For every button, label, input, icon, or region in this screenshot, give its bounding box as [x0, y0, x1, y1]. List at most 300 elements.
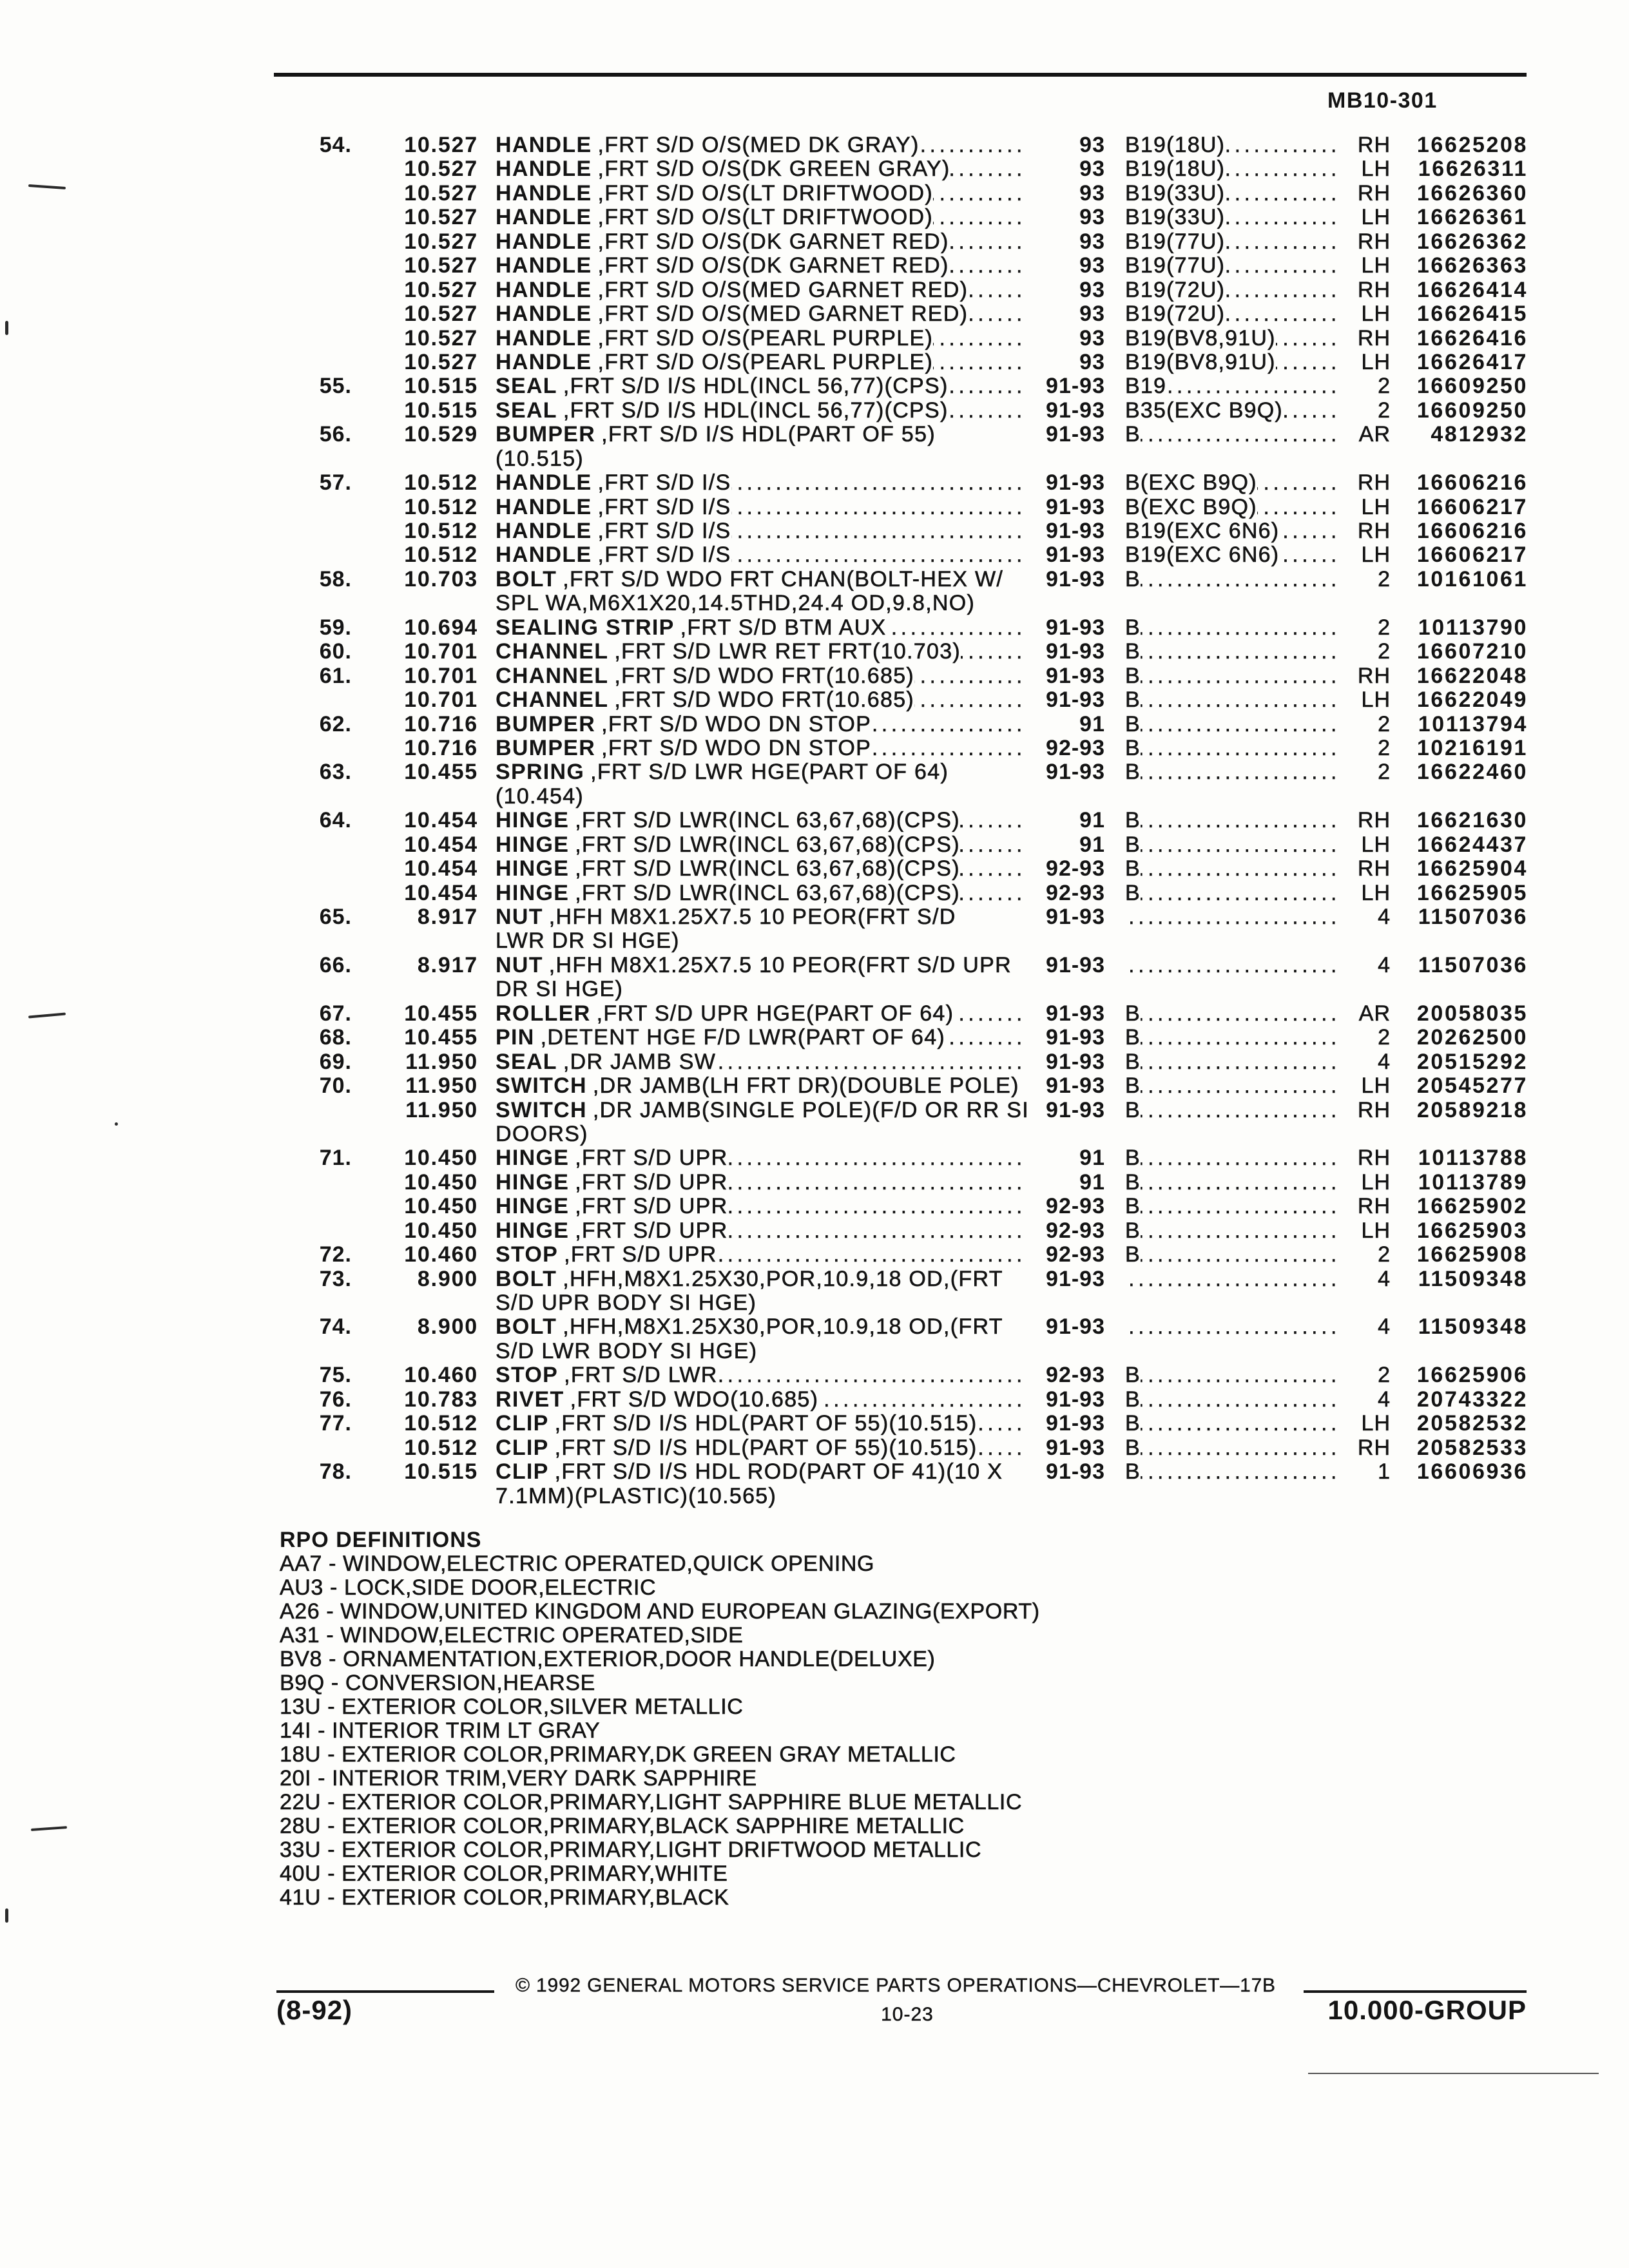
quantity: LH	[1361, 832, 1391, 857]
model-cell	[1125, 1460, 1340, 1484]
dot-leader	[933, 351, 1026, 374]
item-number: 71.	[319, 1146, 352, 1171]
dot-leader	[1125, 1267, 1340, 1291]
group-number: 10.527	[404, 157, 478, 182]
part-description: ,FRT S/D O/S(LT DRIFTWOOD)	[597, 180, 933, 206]
item-number: 55.	[319, 374, 352, 399]
copyright-notice: © 1992 GENERAL MOTORS SERVICE PARTS OPERATIONS—CHEVROLET—17B	[516, 1975, 1276, 1996]
part-number: 16625905	[1416, 880, 1528, 905]
part-number: 4812932	[1431, 422, 1528, 447]
description-cell	[496, 760, 1026, 784]
part-number: 16626363	[1416, 253, 1528, 278]
item-number: 72.	[319, 1242, 352, 1267]
part-name: HANDLE	[496, 180, 592, 206]
part-row	[0, 954, 1629, 977]
model-code: B	[1125, 760, 1141, 785]
description-cell	[496, 1363, 1026, 1387]
part-description: ,FRT S/D I/S HDL ROD(PART OF 41)(10 X	[554, 1459, 1003, 1485]
quantity: 4	[1378, 1314, 1391, 1340]
part-row	[0, 399, 1629, 423]
model-code: B	[1125, 1169, 1141, 1195]
part-description: ,FRT S/D O/S(DK GREEN GRAY)	[597, 157, 950, 182]
dot-leader	[1141, 1412, 1340, 1436]
part-name: SEAL	[496, 374, 557, 399]
part-row-continuation	[0, 1291, 1629, 1315]
quantity: RH	[1357, 808, 1391, 833]
description-cell	[496, 182, 1026, 206]
description-cell	[496, 1146, 1026, 1170]
model-code: B19(72U)	[1125, 277, 1226, 302]
part-description: ,FRT S/D UPR	[575, 1194, 728, 1219]
model-cell	[1125, 254, 1340, 278]
dot-leader	[1257, 471, 1340, 495]
dot-leader	[950, 157, 1026, 181]
part-name: HINGE	[496, 1169, 570, 1195]
model-cell	[1125, 157, 1340, 181]
model-code: B	[1125, 615, 1141, 640]
description-cell	[496, 688, 1026, 712]
model-cell	[1125, 1195, 1340, 1218]
quantity: LH	[1361, 1169, 1391, 1195]
model-cell	[1125, 760, 1340, 784]
model-code: B	[1125, 566, 1141, 591]
description-cell	[496, 495, 1026, 519]
part-name: SWITCH	[496, 1073, 587, 1099]
part-number: 16626416	[1416, 325, 1528, 351]
part-number: 16626311	[1418, 157, 1528, 182]
part-row	[0, 616, 1629, 640]
model-code: B	[1125, 422, 1141, 447]
model-code: B(EXC B9Q)	[1125, 470, 1257, 495]
description-cell	[496, 640, 1026, 664]
group-number: 10.716	[404, 735, 478, 760]
quantity: 2	[1378, 1363, 1391, 1388]
part-number: 20515292	[1416, 1049, 1528, 1074]
part-description: ,HFH M8X1.25X7.5 10 PEOR(FRT S/D UPR	[548, 952, 1012, 977]
part-name: STOP	[496, 1363, 559, 1388]
group-number: 10.450	[404, 1169, 478, 1195]
dot-leader	[731, 471, 1026, 495]
part-row-continuation	[0, 1485, 1629, 1508]
group-number: 10.512	[404, 1411, 478, 1436]
description-continuation: LWR DR SI HGE)	[496, 928, 680, 954]
description-text	[496, 1171, 728, 1195]
description-text	[496, 954, 1012, 977]
model-code: B	[1125, 1218, 1141, 1243]
dot-leader	[1141, 857, 1340, 881]
part-number: 16625904	[1416, 856, 1528, 881]
model-years: 91-93	[1046, 519, 1105, 543]
model-years: 91-93	[1046, 398, 1105, 423]
dot-leader	[1225, 133, 1340, 157]
group-number: 10.450	[404, 1146, 478, 1171]
part-name: HANDLE	[496, 253, 592, 278]
group-number: 11.950	[405, 1049, 478, 1074]
quantity: LH	[1361, 157, 1391, 182]
part-number: 11509348	[1418, 1266, 1528, 1291]
dot-leader	[1141, 1363, 1340, 1387]
dot-leader	[978, 1412, 1026, 1436]
quantity: 2	[1378, 760, 1391, 785]
rpo-definition: 20I - INTERIOR TRIM,VERY DARK SAPPHIRE	[280, 1766, 757, 1791]
model-code: B	[1125, 856, 1141, 881]
part-number: 16606217	[1416, 494, 1528, 519]
model-years: 91	[1079, 832, 1105, 857]
part-row	[0, 471, 1629, 495]
part-name: BOLT	[496, 1266, 557, 1291]
quantity: AR	[1358, 1001, 1391, 1026]
description-text	[496, 1388, 818, 1412]
model-code: B19(BV8,91U)	[1125, 325, 1276, 351]
model-cell	[1125, 736, 1340, 760]
description-text	[496, 1195, 728, 1218]
model-code: B19(BV8,91U)	[1125, 349, 1276, 374]
part-number: 16606216	[1416, 519, 1528, 543]
quantity: RH	[1357, 1435, 1391, 1460]
model-cell	[1125, 640, 1340, 664]
quantity: RH	[1357, 470, 1391, 495]
dot-leader	[949, 399, 1026, 423]
description-cell	[496, 736, 1026, 760]
model-cell	[1125, 230, 1340, 254]
dot-leader	[978, 1436, 1026, 1460]
dot-leader	[1276, 327, 1340, 351]
part-number: 16625903	[1416, 1218, 1528, 1243]
model-code: B	[1125, 808, 1141, 833]
description-cell	[496, 1050, 1026, 1074]
item-number: 60.	[319, 639, 352, 664]
part-name: HINGE	[496, 808, 570, 833]
part-description: ,FRT S/D WDO DN STOP	[601, 711, 872, 736]
dot-leader	[1279, 519, 1340, 543]
group-number: 10.527	[404, 325, 478, 351]
model-years: 91-93	[1046, 1266, 1105, 1291]
model-code: B	[1125, 1411, 1141, 1436]
item-number: 64.	[319, 808, 352, 833]
dot-leader	[1141, 640, 1340, 664]
part-name: HINGE	[496, 880, 570, 905]
model-code: B	[1125, 711, 1141, 736]
description-cell	[496, 302, 1026, 326]
part-name: HANDLE	[496, 494, 592, 519]
part-name: CLIP	[496, 1411, 549, 1436]
model-years: 93	[1079, 229, 1105, 254]
model-cell	[1125, 664, 1340, 688]
model-years: 91-93	[1046, 1411, 1105, 1436]
part-row	[0, 760, 1629, 784]
dot-leader	[933, 327, 1026, 351]
part-row	[0, 157, 1629, 181]
part-number: 16626414	[1416, 277, 1528, 302]
quantity: LH	[1361, 1073, 1391, 1099]
revision-date: (8-92)	[276, 1995, 353, 2025]
part-name: BUMPER	[496, 711, 596, 736]
group-number: 10.515	[404, 374, 478, 399]
part-name: BUMPER	[496, 735, 596, 760]
model-years: 92-93	[1046, 1242, 1105, 1267]
group-label: 10.000-GROUP	[1327, 1995, 1527, 2025]
part-row	[0, 423, 1629, 447]
rpo-definition: 28U - EXTERIOR COLOR,PRIMARY,BLACK SAPPHIRE METALLIC	[280, 1814, 965, 1838]
model-cell	[1125, 471, 1340, 495]
part-row	[0, 1412, 1629, 1436]
model-years: 91-93	[1046, 760, 1105, 785]
part-number: 20545277	[1416, 1073, 1528, 1099]
rpo-definition: A26 - WINDOW,UNITED KINGDOM AND EUROPEAN GLAZING(EXPORT)	[280, 1599, 1040, 1624]
part-number: 20582533	[1416, 1435, 1528, 1460]
model-years: 91-93	[1046, 422, 1105, 447]
dot-leader	[1225, 182, 1340, 206]
part-description: ,FRT S/D I/S HDL(PART OF 55)	[601, 422, 936, 447]
description-cell	[496, 905, 1026, 929]
dot-leader	[1141, 664, 1340, 688]
description-text	[496, 760, 949, 784]
description-text	[496, 1460, 1003, 1484]
description-text	[496, 809, 960, 832]
model-years: 91-93	[1046, 1073, 1105, 1099]
group-number: 10.512	[404, 470, 478, 495]
model-code: B	[1125, 1387, 1141, 1412]
part-name: HANDLE	[496, 229, 592, 254]
model-code: B19(EXC 6N6)	[1125, 543, 1280, 568]
part-number: 10113789	[1418, 1169, 1528, 1195]
quantity: 4	[1378, 905, 1391, 929]
description-text	[496, 833, 960, 857]
model-cell	[1125, 881, 1340, 905]
model-code: B19(18U)	[1125, 133, 1226, 157]
model-cell	[1125, 713, 1340, 736]
model-cell	[1125, 1363, 1340, 1387]
part-description: ,HFH M8X1.25X7.5 10 PEOR(FRT S/D	[548, 905, 956, 929]
group-number: 10.454	[404, 832, 478, 857]
model-years: 93	[1079, 157, 1105, 182]
part-description: ,FRT S/D I/S	[597, 470, 731, 495]
part-name: HANDLE	[496, 277, 592, 302]
item-number: 74.	[319, 1314, 352, 1340]
group-number: 10.515	[404, 1459, 478, 1485]
part-name: SPRING	[496, 760, 585, 785]
part-description: ,FRT S/D O/S(MED DK GRAY)	[597, 133, 920, 157]
model-cell	[1125, 1099, 1340, 1122]
description-text	[496, 254, 949, 278]
description-text	[496, 881, 960, 905]
description-cell	[496, 1388, 1026, 1412]
part-name: CHANNEL	[496, 687, 609, 713]
part-name: RIVET	[496, 1387, 564, 1412]
part-description: ,FRT S/D O/S(MED GARNET RED)	[597, 302, 969, 327]
dot-leader	[1125, 905, 1340, 929]
description-text	[496, 133, 920, 157]
model-cell	[1125, 495, 1340, 519]
description-text	[496, 1363, 718, 1387]
quantity: RH	[1357, 180, 1391, 206]
group-number: 8.900	[417, 1314, 478, 1340]
model-cell	[1125, 1171, 1340, 1195]
model-cell	[1125, 1412, 1340, 1436]
model-code: B	[1125, 1459, 1141, 1485]
dot-leader	[933, 206, 1026, 229]
part-number: 11507036	[1418, 952, 1528, 977]
parts-list	[0, 133, 1629, 1508]
model-cell	[1125, 1074, 1340, 1098]
description-cell	[496, 374, 1026, 398]
dot-leader	[1141, 809, 1340, 832]
description-cell	[496, 157, 1026, 181]
group-number: 10.454	[404, 808, 478, 833]
model-cell	[1125, 1315, 1340, 1339]
quantity: 1	[1378, 1459, 1391, 1485]
description-cell	[496, 1315, 1026, 1339]
dot-leader	[933, 182, 1026, 206]
dot-leader	[716, 1050, 1026, 1074]
part-row	[0, 1026, 1629, 1050]
rpo-definition: 22U - EXTERIOR COLOR,PRIMARY,LIGHT SAPPHIRE BLUE METALLIC	[280, 1790, 1023, 1814]
dot-leader	[728, 1195, 1026, 1218]
quantity: LH	[1361, 494, 1391, 519]
description-text	[496, 1002, 954, 1026]
description-text	[496, 230, 949, 254]
quantity: 2	[1378, 711, 1391, 736]
part-description: ,FRT S/D UPR	[575, 1146, 728, 1171]
group-number: 10.529	[404, 422, 478, 447]
dot-leader	[1141, 1146, 1340, 1170]
description-continuation: S/D UPR BODY SI HGE)	[496, 1291, 757, 1315]
dot-leader	[871, 713, 1026, 736]
part-description: ,FRT S/D LWR(INCL 63,67,68)(CPS)	[575, 832, 960, 857]
part-description: ,FRT S/D O/S(DK GARNET RED)	[597, 253, 949, 278]
dot-leader	[728, 1146, 1026, 1170]
quantity: LH	[1361, 880, 1391, 905]
model-code: B19(33U)	[1125, 180, 1226, 206]
description-text	[496, 399, 949, 423]
part-description: ,FRT S/D WDO DN STOP	[601, 735, 872, 760]
part-description: ,FRT S/D LWR HGE(PART OF 64)	[590, 760, 949, 785]
quantity: RH	[1357, 229, 1391, 254]
item-number: 69.	[319, 1049, 352, 1074]
group-number: 11.950	[405, 1097, 478, 1122]
description-cell	[496, 1002, 1026, 1026]
model-code: B	[1125, 1363, 1141, 1388]
item-number: 67.	[319, 1001, 352, 1026]
part-row	[0, 640, 1629, 664]
part-row-continuation	[0, 591, 1629, 615]
part-row	[0, 1146, 1629, 1170]
part-name: HINGE	[496, 856, 570, 881]
part-description: ,FRT S/D UPR	[575, 1169, 728, 1195]
part-row	[0, 568, 1629, 591]
model-cell	[1125, 1026, 1340, 1050]
part-number: 16622049	[1416, 687, 1528, 713]
description-text	[496, 664, 914, 688]
group-number: 10.527	[404, 205, 478, 230]
footer-rule-right	[1304, 1990, 1527, 1993]
dot-leader	[1141, 1026, 1340, 1050]
part-name: HANDLE	[496, 543, 592, 568]
dot-leader	[731, 519, 1026, 543]
model-years: 91-93	[1046, 470, 1105, 495]
model-code: B	[1125, 1049, 1141, 1074]
model-cell	[1125, 905, 1340, 929]
model-cell	[1125, 206, 1340, 229]
part-row	[0, 1050, 1629, 1074]
quantity: LH	[1361, 1411, 1391, 1436]
part-description: ,FRT S/D BTM AUX	[680, 615, 887, 640]
description-text	[496, 1267, 1003, 1291]
quantity: RH	[1357, 519, 1391, 543]
description-cell	[496, 1219, 1026, 1243]
dot-leader	[1141, 760, 1340, 784]
part-name: HANDLE	[496, 349, 592, 374]
part-row	[0, 1171, 1629, 1195]
description-cell	[496, 568, 1026, 591]
part-row	[0, 905, 1629, 929]
model-code: B19(77U)	[1125, 253, 1226, 278]
group-number: 10.455	[404, 1001, 478, 1026]
description-cell	[496, 1243, 1026, 1267]
dot-leader	[1225, 157, 1340, 181]
part-name: HINGE	[496, 1218, 570, 1243]
quantity: RH	[1357, 1194, 1391, 1219]
part-number: 10113788	[1418, 1146, 1528, 1171]
model-cell	[1125, 1436, 1340, 1460]
part-row	[0, 133, 1629, 157]
description-text	[496, 1026, 945, 1050]
part-description: ,FRT S/D I/S HDL(INCL 56,77)(CPS)	[563, 398, 949, 423]
description-cell	[496, 351, 1026, 374]
model-years: 92-93	[1046, 1194, 1105, 1219]
part-row	[0, 1219, 1629, 1243]
description-text	[496, 905, 956, 929]
part-description: ,FRT S/D O/S(DK GARNET RED)	[597, 229, 949, 254]
model-code: B	[1125, 663, 1141, 688]
part-description: ,FRT S/D I/S	[597, 543, 731, 568]
description-cell	[496, 1074, 1026, 1098]
description-text	[496, 519, 731, 543]
dot-leader	[1141, 1243, 1340, 1267]
part-number: 11507036	[1418, 905, 1528, 929]
rpo-definition: 13U - EXTERIOR COLOR,SILVER METALLIC	[280, 1695, 744, 1719]
part-name: HANDLE	[496, 302, 592, 327]
dot-leader	[1141, 881, 1340, 905]
description-text	[496, 543, 731, 567]
model-code: B	[1125, 1025, 1141, 1050]
description-text	[496, 1436, 978, 1460]
part-row	[0, 713, 1629, 736]
model-code: B	[1125, 880, 1141, 905]
dot-leader	[1125, 1315, 1340, 1339]
model-years: 91-93	[1046, 1049, 1105, 1074]
description-cell	[496, 471, 1026, 495]
dot-leader	[1141, 1460, 1340, 1484]
model-code: B35(EXC B9Q)	[1125, 398, 1283, 423]
part-name: PIN	[496, 1025, 535, 1050]
part-row-continuation	[0, 929, 1629, 953]
quantity: LH	[1361, 543, 1391, 568]
dot-leader	[949, 254, 1026, 278]
scan-mark	[31, 1826, 67, 1831]
description-text	[496, 1219, 728, 1243]
part-number: 20589218	[1416, 1097, 1528, 1122]
part-description: ,FRT S/D LWR(INCL 63,67,68)(CPS)	[575, 880, 960, 905]
description-cell	[496, 664, 1026, 688]
part-description: ,FRT S/D I/S HDL(PART OF 55)(10.515)	[554, 1435, 978, 1460]
part-number: 16606217	[1416, 543, 1528, 568]
model-years: 91-93	[1046, 615, 1105, 640]
description-cell	[496, 954, 1026, 977]
part-description: ,FRT S/D I/S HDL(INCL 56,77)(CPS)	[563, 374, 949, 399]
group-number: 10.716	[404, 711, 478, 736]
model-cell	[1125, 616, 1340, 640]
